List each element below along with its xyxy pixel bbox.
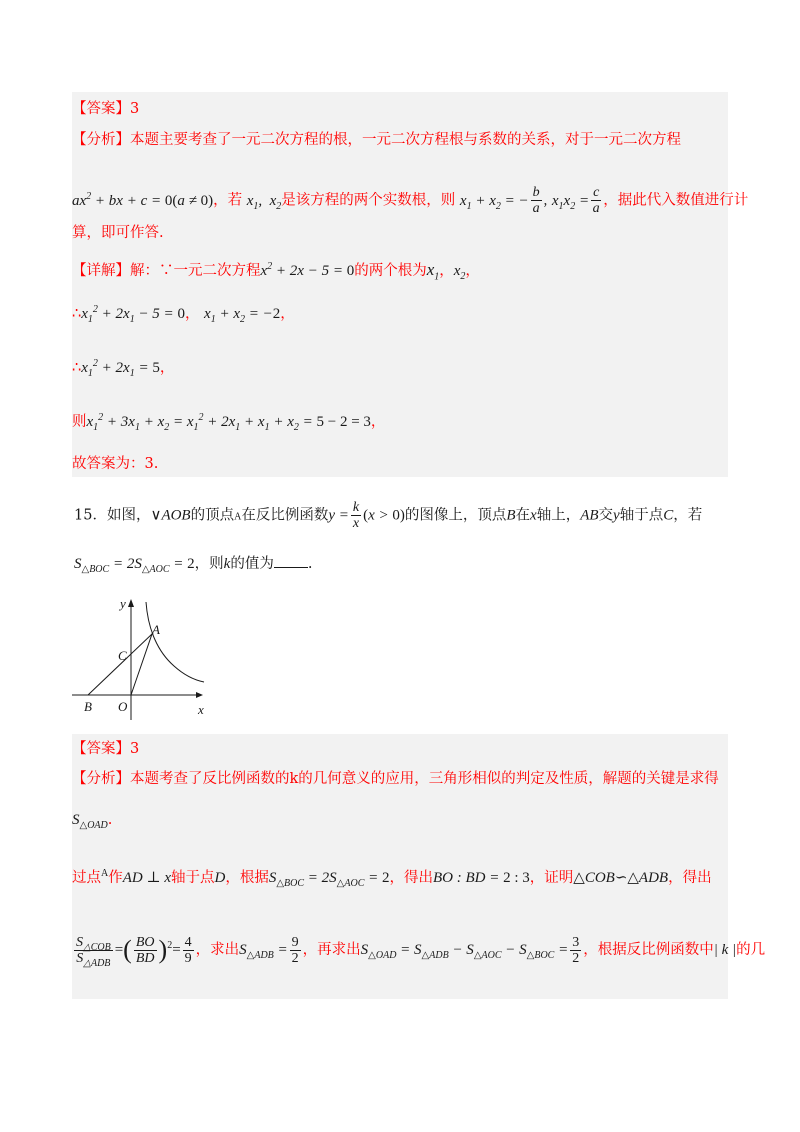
detail-line-4: 则$x_1^2 + 3x_1 + x_2 = x_1^2 + 2x_1 + x_1 + x_2 = 5 - 2 = 3$， [72, 412, 386, 433]
label-y: y [120, 596, 126, 611]
analysis-line-1 [72, 130, 681, 150]
detail-line-1: 【详解】解：∵一元二次方程$x^2 + 2x - 5 = 0$的两个根为$x_1$，$x_2$， [72, 260, 480, 283]
label-b: B [84, 699, 92, 714]
y-axis-arrow [128, 599, 134, 607]
conclusion-line: 故答案为：3. [72, 456, 159, 472]
answer-value: 3 [130, 101, 140, 117]
analysis-tag: 【分析】 [72, 132, 130, 148]
analysis-text-1: 本题主要考查了一元二次方程的根，一元二次方程根与系数的关系，对于一元二次方程 [130, 132, 681, 148]
detail-tag: 【详解】 [72, 263, 130, 279]
x-axis-arrow [196, 692, 203, 698]
segment-oa [131, 634, 152, 695]
segment-ba [88, 634, 152, 695]
answer-blank [274, 553, 308, 568]
q15-figure [66, 590, 226, 725]
analysis-line-1: 【分析】本题考查了反比例函数的k的几何意义的应用，三角形相似的判定及性质，解题的关键是求得 [72, 771, 719, 787]
q15-stem-line-1: 15．如图，∨AOB的顶点A在反比例函数y = $\frac{k}{x}$ (x > 0)的图像上，顶点B在x轴上，AB交y轴于点C，若 [74, 500, 703, 531]
detail-line-2: $\therefore x_1^2 + 2x_1 - 5 = 0$， $x_1 + x_2 = -2$， [72, 304, 295, 325]
analysis-line-2: $S_{\triangle OAD}$. [72, 812, 113, 831]
analysis-line-2: $ax^2$ + bx + c = 0(a ≠ 0)，若 $x_1$, $x_2$是该方程的两个实数根，则 $x_1 + x_2$ = − $\frac{b}{a}$ , $x_1x_2$ = $\frac{c}{a}$ ，据此代入数值进行计 [72, 185, 749, 216]
vieta-product: $x_1x_2$ = [551, 192, 590, 212]
label-x: x [198, 702, 204, 717]
quadratic-general-form: $ax^2$ + bx + c = 0(a ≠ 0) [72, 190, 214, 209]
question-number: 15． [74, 507, 107, 524]
detail-line-3: $\therefore x_1^2 + 2x_1 = 5$， [72, 358, 175, 379]
solution-block-15 [72, 734, 766, 999]
answer-line [72, 99, 139, 119]
solution-block-14 [72, 92, 749, 477]
analysis-line-3: 算，即可作答. [72, 225, 164, 241]
hyperbola-curve [146, 602, 204, 682]
label-o: O [118, 699, 128, 714]
analysis-line-3: 过点$^A$作AD ⊥ x轴于点D，根据$S_{\triangle BOC} = 2S_{\triangle AOC} = 2$，得出BO : BD = 2 : 3，证明△COB∽△ADB，得出 [72, 868, 712, 889]
vieta-sum: $x_1 + x_2$ = − [459, 192, 529, 212]
label-a: A [152, 622, 160, 637]
q15-stem-line-2: $S_{\triangle BOC} = 2S_{\triangle AOC} = 2$，则k的值为 . [74, 553, 312, 574]
analysis-line-4: $\frac{S_{\triangle COB}}{S_{\triangle ADB}}$ =( $\frac{BO}{BD}$ )$^2$= $\frac{4}{9}$ ，求出$S_{\triangle ADB}$ = $\frac{9}{2}$ ，再求出$S_{\triangle OAD} = S_{\triangle ADB} - S_{\triangle AOC} - S_{\triangle BOC}$ = $\frac{3}{2}$ ，根据反比例函数中| k |的几 [76, 934, 766, 969]
answer-tag: 【答案】 [72, 101, 130, 117]
label-c: C [118, 648, 127, 663]
answer-line: 【答案】3 [72, 741, 140, 757]
